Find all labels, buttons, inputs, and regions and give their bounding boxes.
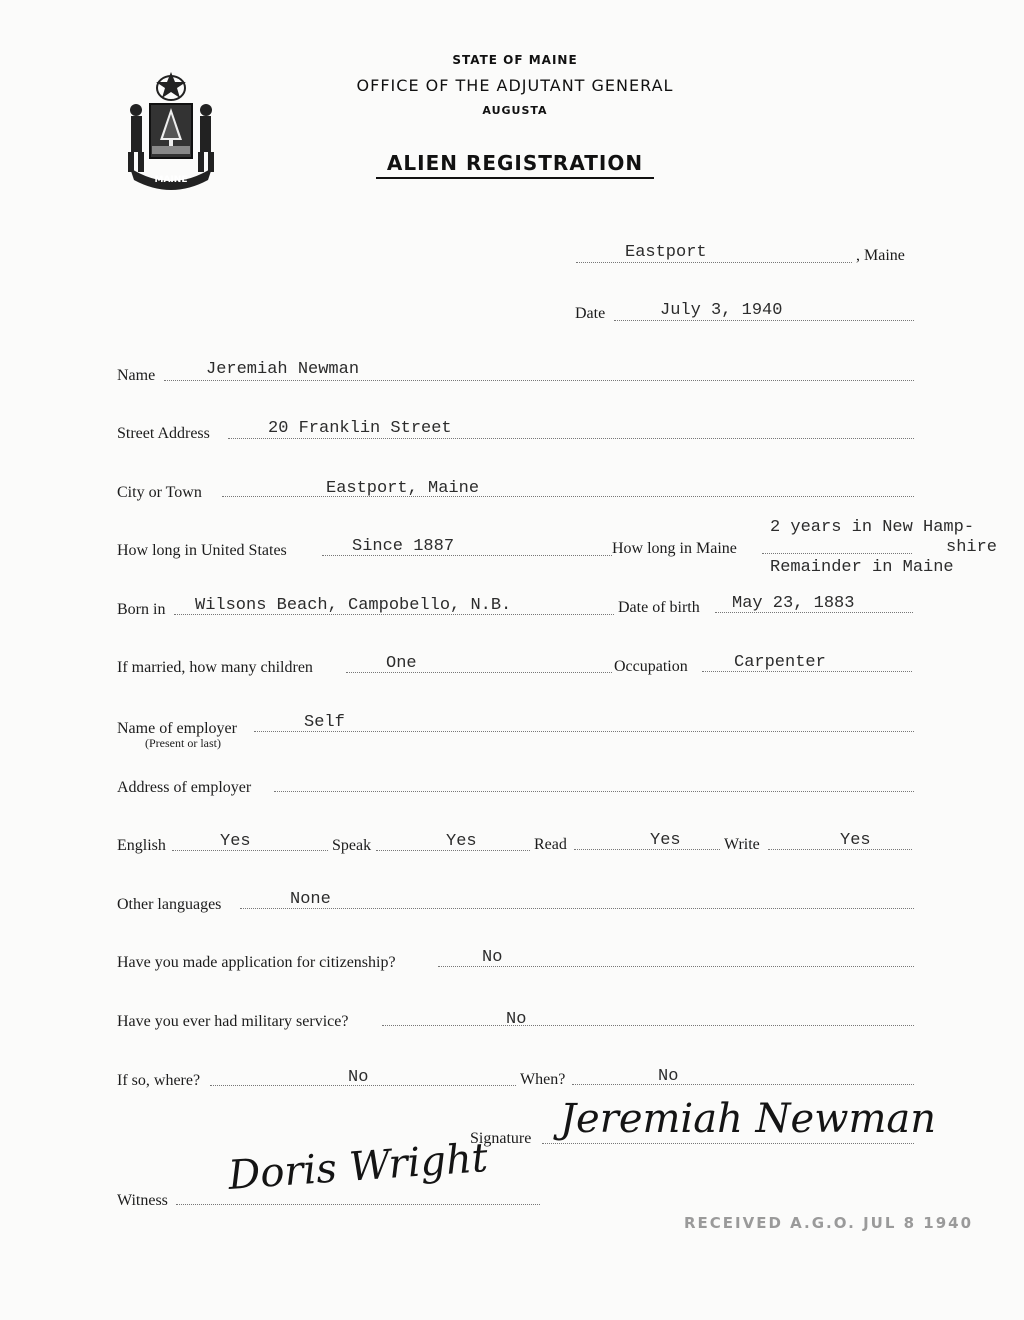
where-value: No (348, 1068, 369, 1087)
name-label: Name (117, 367, 156, 384)
english-label: English (117, 837, 166, 854)
when-value: No (658, 1067, 679, 1086)
us-value: Since 1887 (352, 537, 455, 556)
occupation-value: Carpenter (734, 653, 826, 672)
maine-line2: shire (946, 538, 998, 557)
maine-line3: Remainder in Maine (770, 558, 954, 577)
header-office: OFFICE OF THE ADJUTANT GENERAL (356, 76, 674, 95)
seal-text: MAINE (154, 175, 188, 185)
street-label: Street Address (117, 425, 210, 442)
received-stamp: RECEIVED A.G.O. JUL 8 1940 (684, 1214, 974, 1232)
born-label: Born in (117, 601, 166, 618)
title-underline (376, 177, 654, 179)
other-lang-label: Other languages (117, 896, 222, 913)
employer-value: Self (304, 713, 345, 732)
signature-label: Signature (470, 1130, 532, 1147)
employer-address-label: Address of employer (117, 779, 252, 796)
page-title: ALIEN REGISTRATION (386, 151, 644, 175)
date-value: July 3, 1940 (660, 301, 783, 320)
speak-value: Yes (446, 832, 477, 851)
witness-value: Doris Wright (226, 1134, 490, 1200)
witness-label: Witness (117, 1192, 168, 1209)
date-label: Date (575, 305, 606, 322)
us-label: How long in United States (117, 542, 287, 559)
born-value: Wilsons Beach, Campobello, N.B. (195, 596, 512, 615)
where-label: If so, where? (117, 1072, 201, 1089)
maine-label: How long in Maine (612, 540, 737, 557)
read-label: Read (534, 836, 567, 853)
city-value: Eastport, Maine (326, 479, 480, 498)
maine-line1: 2 years in New Hamp- (770, 518, 975, 537)
children-value: One (386, 654, 417, 673)
place-value: Eastport (625, 243, 707, 262)
citizenship-value: No (482, 948, 503, 967)
military-value: No (506, 1010, 527, 1029)
citizenship-label: Have you made application for citizenship? (117, 954, 396, 971)
when-label: When? (520, 1071, 566, 1088)
write-value: Yes (840, 831, 871, 850)
name-value: Jeremiah Newman (206, 360, 360, 379)
read-value: Yes (650, 831, 681, 850)
header-state: STATE OF MAINE (452, 53, 578, 67)
city-label: City or Town (117, 484, 202, 501)
speak-label: Speak (332, 837, 372, 854)
dob-value: May 23, 1883 (732, 594, 855, 613)
english-value: Yes (220, 832, 251, 851)
other-lang-value: None (290, 890, 331, 909)
children-label: If married, how many children (117, 659, 313, 676)
dob-label: Date of birth (618, 599, 700, 616)
occupation-label: Occupation (614, 658, 688, 675)
street-value: 20 Franklin Street (268, 419, 452, 438)
military-label: Have you ever had military service? (117, 1013, 349, 1030)
header-city: AUGUSTA (482, 104, 548, 117)
employer-sublabel: (Present or last) (145, 736, 221, 750)
signature-value: Jeremiah Newman (560, 1096, 936, 1142)
employer-label: Name of employer (117, 720, 237, 737)
write-label: Write (724, 836, 760, 853)
place-suffix: , Maine (856, 247, 905, 264)
